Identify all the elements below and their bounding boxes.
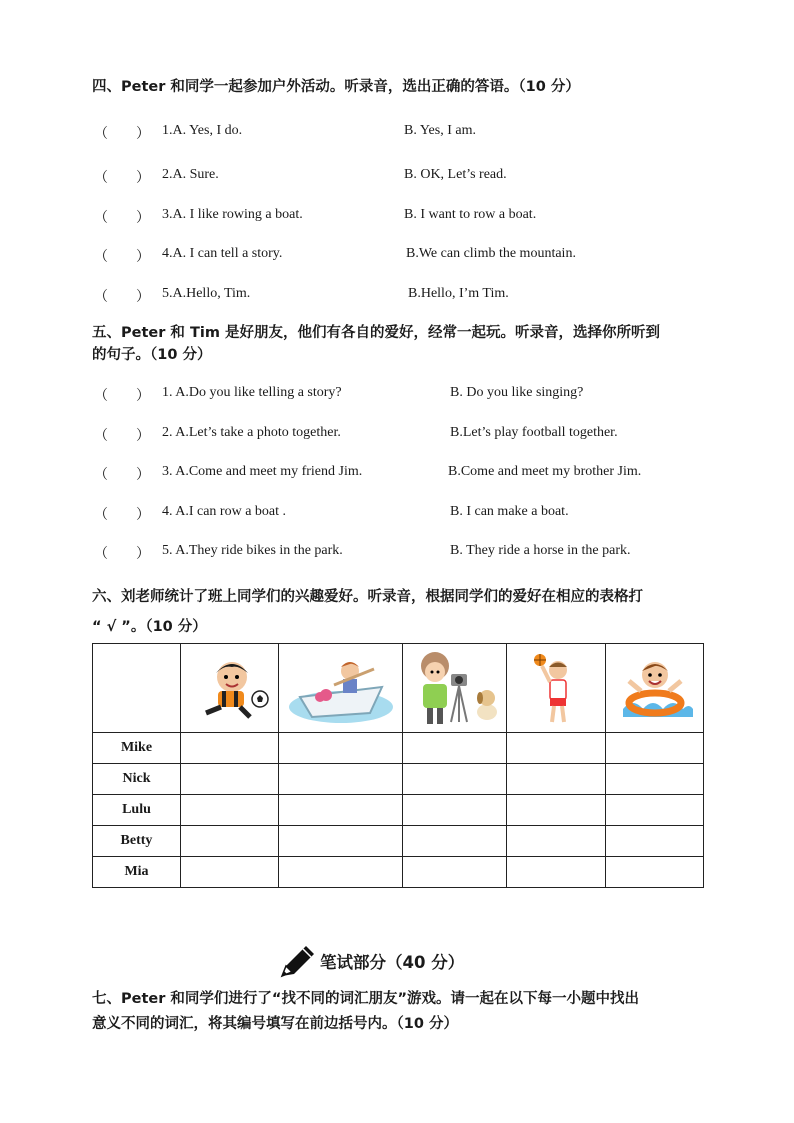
answer-bracket[interactable]: （ ）: [94, 547, 150, 562]
student-name: Lulu: [93, 795, 181, 826]
answer-bracket[interactable]: （ ）: [94, 171, 150, 186]
tick-cell[interactable]: [403, 795, 507, 826]
tick-cell[interactable]: [507, 733, 606, 764]
section7-title-line1: 七、Peter 和同学们进行了“找不同的词汇朋友”游戏。请一起在以下每一小题中找出: [92, 991, 639, 1007]
tick-cell[interactable]: [606, 764, 704, 795]
tick-cell[interactable]: [606, 826, 704, 857]
table-row: [93, 795, 704, 826]
section6-title-line1: 六、刘老师统计了班上同学们的兴趣爱好。听录音，根据同学们的爱好在相应的表格打: [92, 589, 643, 605]
option-b: B. They ride a horse in the park.: [450, 543, 631, 558]
corner-cell: [93, 644, 181, 733]
written-part-title: 笔试部分（40 分）: [320, 953, 465, 972]
student-name: Betty: [93, 826, 181, 857]
option-b: B.We can climb the mountain.: [406, 246, 576, 261]
student-name: Mike: [93, 733, 181, 764]
tick-cell[interactable]: [181, 733, 279, 764]
tick-cell[interactable]: [279, 795, 403, 826]
tick-cell[interactable]: [181, 764, 279, 795]
student-name: Mia: [93, 857, 181, 888]
hobby-cell-photo: [403, 644, 507, 733]
answer-bracket[interactable]: （ ）: [94, 127, 150, 142]
answer-bracket[interactable]: （ ）: [94, 468, 150, 483]
answer-bracket[interactable]: （ ）: [94, 508, 150, 523]
section7-title-line2: 意义不同的词汇，将其编号填写在前边括号内。（10 分）: [92, 1016, 458, 1032]
tick-cell[interactable]: [403, 764, 507, 795]
option-b: B. I can make a boat.: [450, 504, 569, 519]
option-a: 3.A. I like rowing a boat.: [162, 207, 303, 222]
tick-cell[interactable]: [279, 733, 403, 764]
tick-cell[interactable]: [403, 826, 507, 857]
option-b: B.Hello, I’m Tim.: [408, 286, 509, 301]
option-a: 4. A.I can row a boat .: [162, 504, 287, 519]
tick-cell[interactable]: [606, 733, 704, 764]
option-a: 5.A.Hello, Tim.: [162, 286, 251, 301]
tick-cell[interactable]: [507, 826, 606, 857]
tick-cell[interactable]: [606, 857, 704, 888]
tick-cell[interactable]: [507, 857, 606, 888]
table-row: [93, 733, 704, 764]
table-row: [93, 764, 704, 795]
tick-cell[interactable]: [606, 795, 704, 826]
option-a: 5. A.They ride bikes in the park.: [162, 543, 343, 558]
tick-cell[interactable]: [403, 857, 507, 888]
answer-bracket[interactable]: （ ）: [94, 250, 150, 265]
option-a: 4.A. I can tell a story.: [162, 246, 283, 261]
option-b: B. I want to row a boat.: [404, 207, 537, 222]
student-name: Nick: [93, 764, 181, 795]
hobby-cell-boat: [279, 644, 403, 733]
hobby-cell-football: [181, 644, 279, 733]
option-a: 3. A.Come and meet my friend Jim.: [162, 464, 363, 479]
option-b: B. Yes, I am.: [404, 123, 476, 138]
answer-bracket[interactable]: （ ）: [94, 211, 150, 226]
option-a: 1.A. Yes, I do.: [162, 123, 243, 138]
tick-cell[interactable]: [181, 795, 279, 826]
tick-cell[interactable]: [507, 764, 606, 795]
section4-title: 四、Peter 和同学一起参加户外活动。听录音，选出正确的答语。（10 分）: [92, 79, 580, 95]
option-b: B.Come and meet my brother Jim.: [448, 464, 642, 479]
tick-cell[interactable]: [181, 857, 279, 888]
photo-picture: [407, 648, 503, 728]
football-picture: [188, 653, 272, 723]
boat-picture: [286, 651, 396, 725]
answer-bracket[interactable]: （ ）: [94, 429, 150, 444]
swimming-picture: [613, 651, 697, 725]
tick-cell[interactable]: [279, 857, 403, 888]
option-b: B. Do you like singing?: [450, 385, 584, 400]
option-b: B. OK, Let’s read.: [404, 167, 507, 182]
section6-title-line2: “ √ ”。（10 分）: [92, 619, 207, 635]
section5-title-line2: 的句子。（10 分）: [92, 347, 212, 363]
option-a: 2. A.Let’s take a photo together.: [162, 425, 341, 440]
tick-cell[interactable]: [507, 795, 606, 826]
table-row: [93, 826, 704, 857]
basketball-picture: [526, 650, 586, 726]
answer-bracket[interactable]: （ ）: [94, 290, 150, 305]
table-row: [93, 857, 704, 888]
answer-bracket[interactable]: （ ）: [94, 389, 150, 404]
tick-cell[interactable]: [279, 826, 403, 857]
option-a: 1. A.Do you like telling a story?: [162, 385, 342, 400]
tick-cell[interactable]: [403, 733, 507, 764]
written-part-header: [278, 944, 518, 980]
option-b: B.Let’s play football together.: [450, 425, 618, 440]
tick-cell[interactable]: [181, 826, 279, 857]
pencil-icon: [278, 944, 316, 980]
hobby-cell-basketball: [507, 644, 606, 733]
hobby-cell-swimming: [606, 644, 704, 733]
tick-cell[interactable]: [279, 764, 403, 795]
option-a: 2.A. Sure.: [162, 167, 219, 182]
table-header-row: [93, 644, 704, 733]
hobby-table: [92, 643, 704, 888]
section5-title-line1: 五、Peter 和 Tim 是好朋友，他们有各自的爱好，经常一起玩。听录音，选择你所听到: [92, 325, 660, 341]
